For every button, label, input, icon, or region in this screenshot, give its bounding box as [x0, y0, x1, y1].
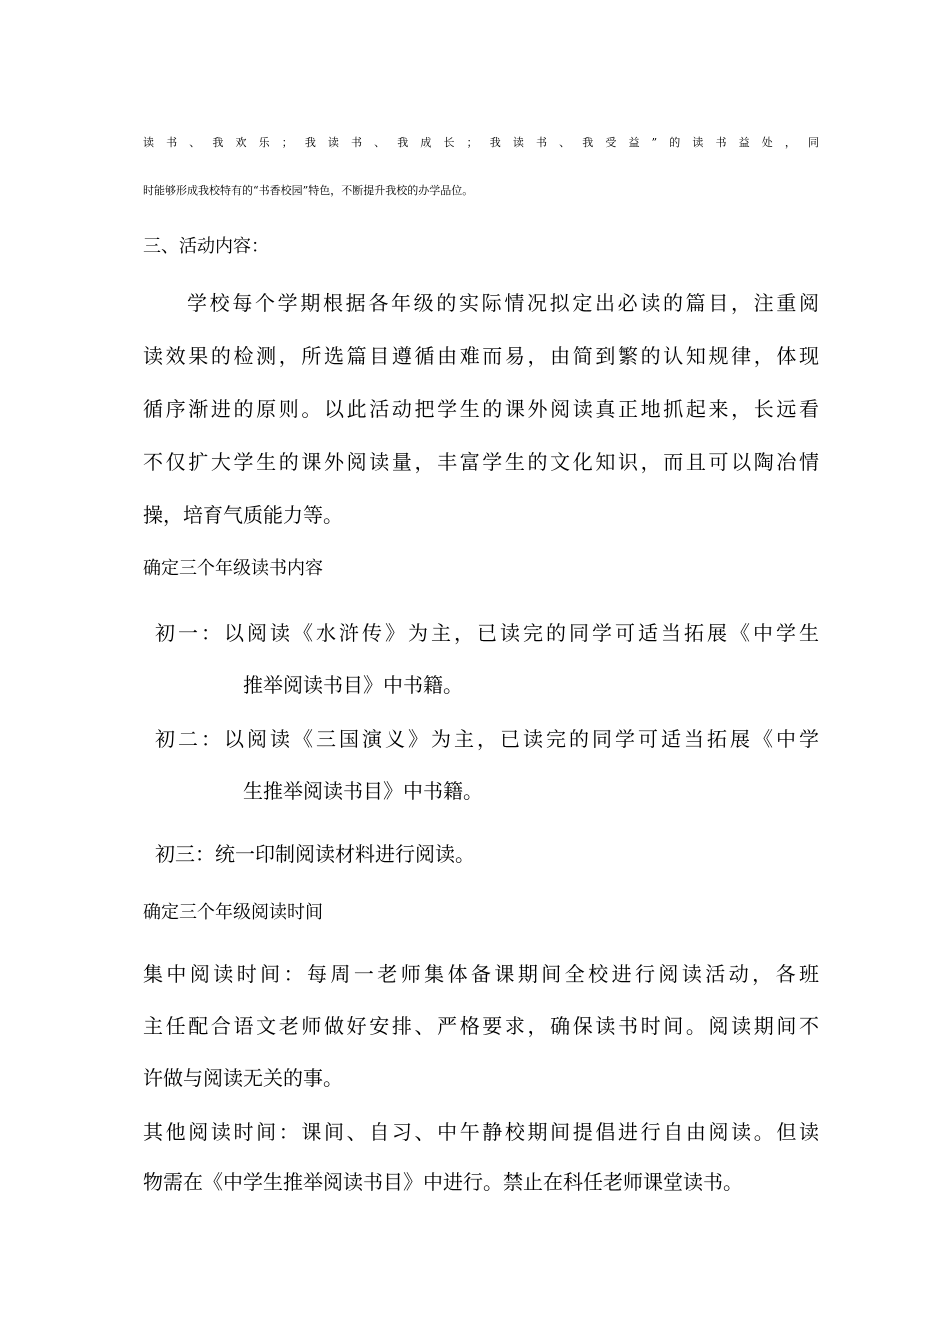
grade3-line: 初三：统一印制阅读材料进行阅读。	[155, 842, 475, 866]
subheading-reading-time: 确定三个年级阅读时间	[143, 902, 323, 923]
grade1-line-2: 推举阅读书目》中书籍。	[243, 673, 463, 697]
other-reading-line: 物需在《中学生推举阅读书目》中进行。禁止在科任老师课堂读书。	[143, 1170, 743, 1194]
intro-line-1: 读书、我欢乐；我读书、我成长；我读书、我受益”的读书益处，同	[143, 136, 819, 149]
grade2-line-2: 生推举阅读书目》中书籍。	[243, 779, 483, 803]
focus-reading-line: 主任配合语文老师做好安排、严格要求，确保读书时间。阅读期间不	[143, 1014, 819, 1038]
focus-reading-line: 许做与阅读无关的事。	[143, 1066, 343, 1090]
paragraph-line: 操，培育气质能力等。	[143, 503, 343, 527]
focus-reading-line: 集中阅读时间：每周一老师集体备课期间全校进行阅读活动，各班	[143, 962, 819, 986]
grade2-line-1: 初二：以阅读《三国演义》为主，已读完的同学可适当拓展《中学	[155, 727, 819, 751]
paragraph-line: 循序渐进的原则。以此活动把学生的课外阅读真正地抓起来，长远看	[143, 397, 819, 421]
other-reading-line: 其他阅读时间：课间、自习、中午静校期间提倡进行自由阅读。但读	[143, 1120, 819, 1144]
paragraph-line: 不仅扩大学生的课外阅读量，丰富学生的文化知识，而且可以陶冶情	[143, 450, 819, 474]
paragraph-line: 读效果的检测，所选篇目遵循由难而易，由简到繁的认知规律，体现	[143, 344, 819, 368]
section-heading: 三、活动内容：	[143, 236, 269, 257]
subheading-reading-content: 确定三个年级读书内容	[143, 558, 323, 579]
intro-line-2: 时能够形成我校特有的“书香校园”特色，不断提升我校的办学品位。	[143, 184, 474, 197]
grade1-line-1: 初一：以阅读《水浒传》为主，已读完的同学可适当拓展《中学生	[155, 621, 819, 645]
paragraph-line: 学校每个学期根据各年级的实际情况拟定出必读的篇目，注重阅	[187, 291, 819, 315]
